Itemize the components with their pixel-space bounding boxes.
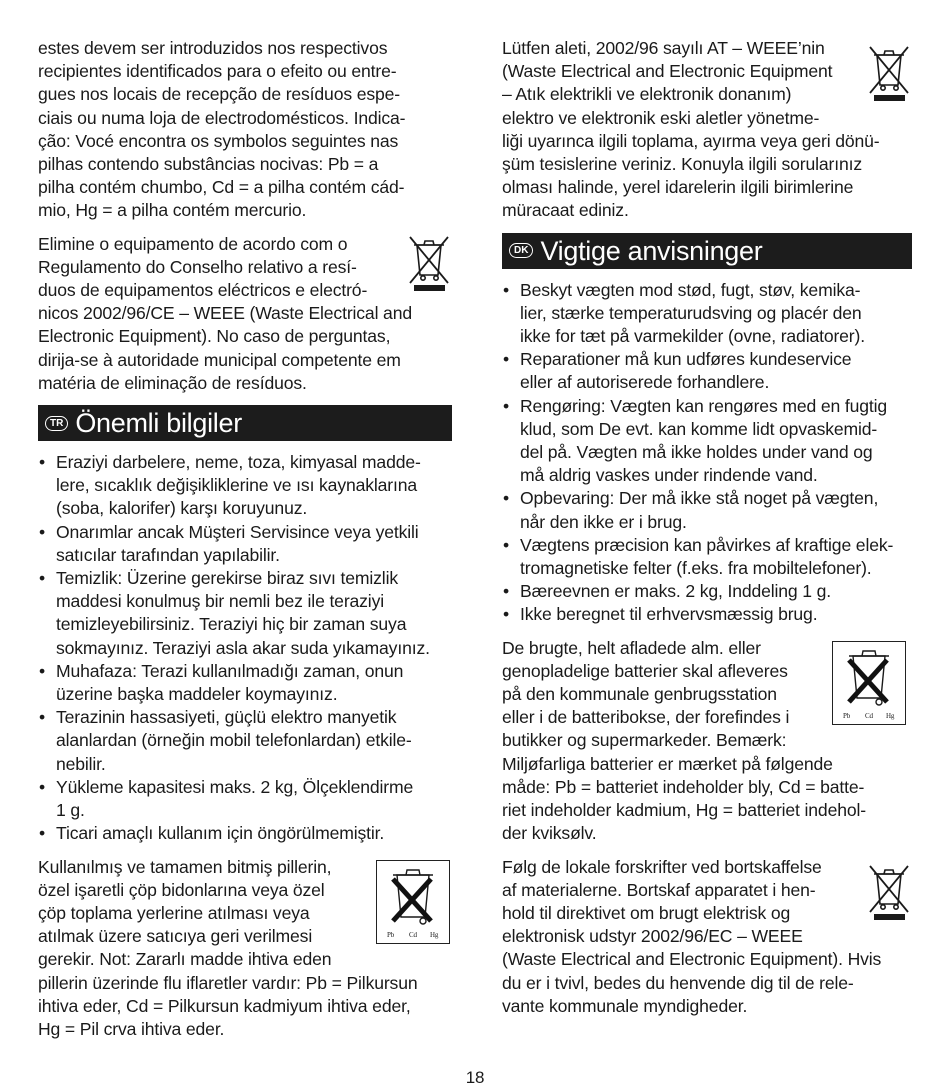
bullet-dot-icon: • <box>503 349 510 370</box>
text-line: ção: Vocé encontra os symbolos seguintes nas <box>38 130 399 151</box>
section-title: Önemli bilgiler <box>75 408 242 439</box>
text-line: der kviksølv. <box>502 823 597 844</box>
bullet-item <box>38 521 452 567</box>
cd-label: Cd <box>865 711 873 720</box>
pt-battery-paragraph <box>38 37 452 223</box>
bullet-item <box>38 660 452 706</box>
tr-battery-paragraph <box>38 856 452 1042</box>
text-line: – Atık elektrikli ve elektronik donanım) <box>502 84 792 105</box>
page-number: 18 <box>465 1068 485 1087</box>
bullet-dot-icon: • <box>503 279 510 300</box>
text-line: pilha contém chumbo, Cd = a pilha contém cád- <box>38 177 405 198</box>
text-line: özel işaretli çöp bidonlarına veya özel <box>38 879 325 900</box>
text-line: Yükleme kapasitesi maks. 2 kg, Ölçeklendirme <box>56 776 414 797</box>
text-line: Eraziyi darbelere, neme, toza, kimyasal madde- <box>56 452 421 473</box>
language-code-badge: TR <box>45 416 68 431</box>
text-line: ikke for tæt på varmekilder (ovne, radiatorer). <box>520 326 865 347</box>
pb-label: Pb <box>843 711 851 720</box>
tr-bullet-list <box>38 451 452 845</box>
bullet-item <box>38 822 452 845</box>
text-line: nicos 2002/96/CE – WEEE (Waste Electrical and <box>38 303 412 324</box>
text-line: tromagnetiske felter (f.eks. fra mobiltelefoner). <box>520 558 872 579</box>
bullet-dot-icon: • <box>503 395 510 416</box>
text-line: du er i tvivl, bedes du henvende dig til de rele- <box>502 972 854 993</box>
section-title: Vigtige anvisninger <box>540 235 763 266</box>
text-line: satıcılar tarafından yapılabilir. <box>56 544 280 565</box>
bullet-dot-icon: • <box>503 488 510 509</box>
bullet-item <box>502 279 912 349</box>
text-line: lier, stærke temperaturudsving og placér den <box>520 302 862 323</box>
text-line: gues nos locais de recepção de resíduos espe- <box>38 84 400 105</box>
text-line: Lütfen aleti, 2002/96 sayılı AT – WEEE’nin <box>502 38 825 58</box>
text-line: ihtiva eder, Cd = Pilkursun kadmiyum ihtiva eder, <box>38 995 411 1016</box>
text-line: Terazinin hassasiyeti, güçlü elektro manyetik <box>56 707 397 728</box>
text-line: Følg de lokale forskrifter ved bortskaffelse <box>502 856 822 877</box>
text-line: klud, som De evt. kan komme lidt opvaskemid- <box>520 418 878 439</box>
text-line: Electronic Equipment). No caso de perguntas, <box>38 326 391 347</box>
weee-bin-icon <box>866 862 912 922</box>
text-line: Onarımlar ancak Müşteri Servisince veya yetkili <box>56 521 419 542</box>
weee-bin-icon <box>406 233 452 293</box>
bullet-dot-icon: • <box>39 521 46 542</box>
text-line: ciais ou numa loja de electrodomésticos. Indica- <box>38 107 406 128</box>
text-line: sokmayınız. Teraziyi asla akar suda yıkamayınız. <box>56 637 430 658</box>
bullet-dot-icon: • <box>39 823 46 844</box>
text-line: gerekir. Not: Zararlı madde ihtiva eden <box>38 949 332 970</box>
text-line: når den ikke er i brug. <box>520 511 687 532</box>
dk-weee-paragraph <box>502 856 912 1018</box>
text-line: må aldrig vaskes under rindende vand. <box>520 465 818 486</box>
bullet-dot-icon: • <box>39 452 46 473</box>
text-line: nebilir. <box>56 753 106 774</box>
text-line: Regulamento do Conselho relativo a resí- <box>38 256 357 277</box>
dk-battery-paragraph <box>502 637 912 846</box>
section-header-dk <box>502 233 912 269</box>
text-line: recipientes identificados para o efeito ou entre- <box>38 61 397 82</box>
text-line: del på. Vægten må ikke holdes under vand og <box>520 442 873 463</box>
bullet-item <box>38 706 452 776</box>
bullet-dot-icon: • <box>503 581 510 602</box>
text-line: vante kommunale myndigheder. <box>502 995 748 1016</box>
right-column <box>502 37 912 1028</box>
cd-label: Cd <box>409 930 417 939</box>
bullet-item <box>38 451 452 521</box>
text-line: duos de equipamentos eléctricos e electró- <box>38 280 368 301</box>
text-line: Ticari amaçlı kullanım için öngörülmemiştir. <box>56 823 385 844</box>
bullet-item <box>502 580 912 603</box>
hg-label: Hg <box>430 930 439 939</box>
text-line: genopladelige batterier skal afleveres <box>502 660 788 681</box>
text-line: olması halinde, yerel idarelerin ilgili birimlerine <box>502 177 854 198</box>
text-line: hold til direktivet om brugt elektrisk og <box>502 902 791 923</box>
text-line: (Waste Electrical and Electronic Equipment). Hvis <box>502 949 882 970</box>
dk-bullet-list <box>502 279 912 627</box>
bullet-item <box>502 395 912 488</box>
text-line: Bæreevnen er maks. 2 kg, Inddeling 1 g. <box>520 581 832 602</box>
text-line: pillerin üzerinde flu iflaretler vardır: Pb = Pilkursun <box>38 972 418 993</box>
text-line: pilhas contendo substâncias nocivas: Pb = a <box>38 154 379 175</box>
text-line: De brugte, helt afladede alm. eller <box>502 637 761 658</box>
text-line: müracaat ediniz. <box>502 200 629 221</box>
text-line: maddesi konulmuş bir nemli bez ile teraziyi <box>56 591 384 612</box>
text-line: eller i de batteribokse, der forefindes i <box>502 707 790 728</box>
text-line: Reparationer må kun udføres kundeservice <box>520 349 852 370</box>
text-line: 1 g. <box>56 800 85 821</box>
battery-bin-icon <box>832 641 906 725</box>
text-line: riet indeholder kadmium, Hg = batteriet indehol- <box>502 800 866 821</box>
text-line: temizleyebilirsiniz. Teraziyi hiç bir zaman suya <box>56 614 407 635</box>
bullet-item <box>38 776 452 822</box>
text-line: elektro ve elektronik eski aletler yönetme- <box>502 107 820 128</box>
bullet-dot-icon: • <box>39 776 46 797</box>
text-line: elektronisk udstyr 2002/96/EC – WEEE <box>502 926 803 947</box>
bullet-dot-icon: • <box>39 660 46 681</box>
weee-bin-icon <box>866 43 912 103</box>
text-line: Muhafaza: Terazi kullanılmadığı zaman, onun <box>56 660 404 681</box>
pt-weee-paragraph <box>38 233 452 395</box>
text-line: Beskyt vægten mod stød, fugt, støv, kemika- <box>520 279 861 300</box>
text-line: şüm tesislerine veriniz. Konuyla ilgili sorularınız <box>502 154 863 175</box>
bullet-item <box>38 567 452 660</box>
text-line: Kullanılmış ve tamamen bitmiş pillerin, <box>38 856 332 877</box>
left-column <box>38 37 452 1051</box>
bullet-dot-icon: • <box>503 534 510 555</box>
bullet-dot-icon: • <box>39 707 46 728</box>
text-line: Hg = Pil crva ihtiva eder. <box>38 1018 225 1039</box>
text-line: matéria de eliminação de resíduos. <box>38 372 307 393</box>
text-line: Ikke beregnet til erhvervsmæssig brug. <box>520 604 818 625</box>
text-line: eller af autoriserede forhandlere. <box>520 372 770 393</box>
bullet-item <box>502 534 912 580</box>
text-line: Opbevaring: Der må ikke stå noget på vægten, <box>520 488 879 509</box>
text-line: måde: Pb = batteriet indeholder bly, Cd = batte- <box>502 776 865 797</box>
text-line: estes devem ser introduzidos nos respectivos <box>38 38 388 58</box>
text-line: üzerine başka maddeler koymayınız. <box>56 684 338 705</box>
text-line: (soba, kalorifer) karşı koruyunuz. <box>56 498 308 519</box>
text-line: Rengøring: Vægten kan rengøres med en fugtig <box>520 395 887 416</box>
text-line: af materialerne. Bortskaf apparatet i hen- <box>502 879 816 900</box>
text-line: Vægtens præcision kan påvirkes af kraftige elek- <box>520 534 894 555</box>
text-line: butikker og supermarkeder. Bemærk: <box>502 730 787 751</box>
bullet-item <box>502 348 912 394</box>
battery-bin-icon <box>376 860 450 944</box>
section-header-tr <box>38 405 452 441</box>
text-line: dirija-se à autoridade municipal competente em <box>38 349 401 370</box>
language-code-badge: DK <box>509 243 533 258</box>
text-line: Miljøfarliga batterier er mærket på følgende <box>502 753 833 774</box>
bullet-item <box>502 603 912 626</box>
pb-label: Pb <box>387 930 395 939</box>
text-line: Temizlik: Üzerine gerekirse biraz sıvı temizlik <box>56 568 398 589</box>
text-line: (Waste Electrical and Electronic Equipment <box>502 61 833 82</box>
text-line: alanlardan (örneğin mobil telefonlardan) etkile- <box>56 730 412 751</box>
text-line: Elimine o equipamento de acordo com o <box>38 233 348 254</box>
text-line: på den kommunale genbrugsstation <box>502 684 777 705</box>
hg-label: Hg <box>886 711 895 720</box>
tr-weee-paragraph <box>502 37 912 223</box>
text-line: çöp toplama yerlerine atılması veya <box>38 902 310 923</box>
bullet-dot-icon: • <box>503 604 510 625</box>
text-line: mio, Hg = a pilha contém mercurio. <box>38 200 307 221</box>
text-line: atılmak üzere satıcıya geri verilmesi <box>38 926 313 947</box>
bullet-dot-icon: • <box>39 568 46 589</box>
bullet-item <box>502 487 912 533</box>
text-line: liği uyarınca ilgili toplama, ayırma veya geri dönü- <box>502 130 880 151</box>
text-line: lere, sıcaklık değişikliklerine ve ısı kaynaklarına <box>56 475 417 496</box>
